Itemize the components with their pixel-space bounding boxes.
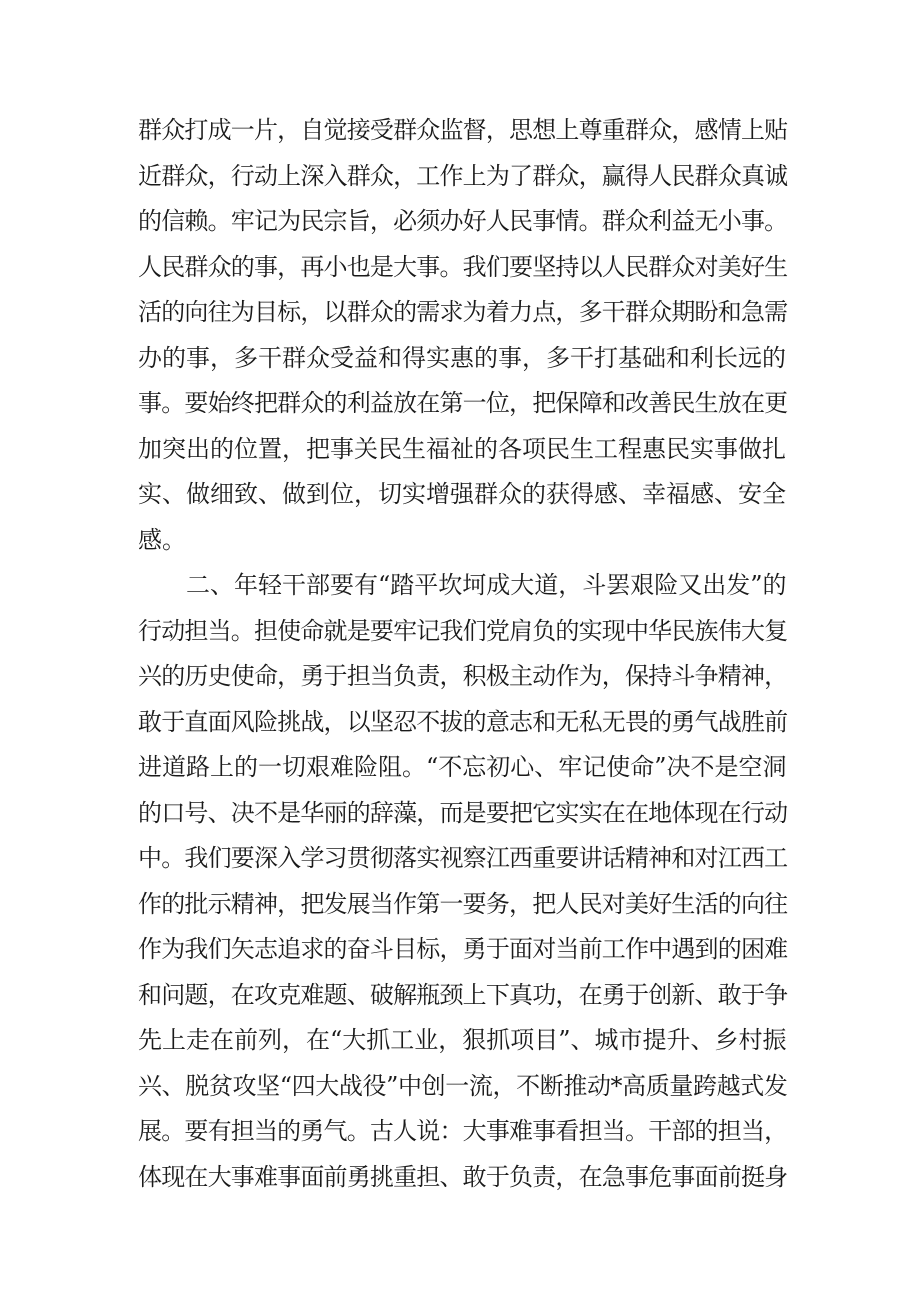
text-line: 和问题，在攻克难题、破解瓶颈上下真功，在勇于创新、敢于争: [138, 981, 788, 1009]
text-line: 事。要始终把群众的利益放在第一位，把保障和改善民生放在更: [138, 389, 788, 417]
text-line: 活的向往为目标，以群众的需求为着力点，多干群众期盼和急需: [138, 298, 788, 326]
text-line: 体现在大事难事面前勇挑重担、敢于负责，在急事危事面前挺身: [138, 1163, 788, 1191]
text-line: 兴的历史使命，勇于担当负责，积极主动作为，保持斗争精神，: [138, 662, 788, 690]
text-line: 感。: [138, 526, 186, 554]
text-line: 作的批示精神，把发展当作第一要务，把人民对美好生活的向往: [138, 890, 788, 918]
text-line: 办的事，多干群众受益和得实惠的事，多干打基础和利长远的: [138, 344, 786, 372]
text-line: 展。要有担当的勇气。古人说：大事难事看担当。干部的担当，: [138, 1117, 788, 1145]
text-line: 中。我们要深入学习贯彻落实视察江西重要讲话精神和对江西工: [138, 844, 788, 872]
text-line: 二、年轻干部要有“踏平坎坷成大道，斗罢艰险又出发”的: [186, 571, 787, 599]
text-line: 行动担当。担使命就是要牢记我们党肩负的实现中华民族伟大复: [138, 617, 788, 645]
text-line: 的信赖。牢记为民宗旨，必须办好人民事情。群众利益无小事。: [138, 207, 788, 235]
text-line: 先上走在前列，在“大抓工业，狠抓项目”、城市提升、乡村振: [138, 1026, 787, 1054]
text-line: 近群众，行动上深入群众，工作上为了群众，赢得人民群众真诚: [138, 162, 788, 190]
text-line: 作为我们矢志追求的奋斗目标，勇于面对当前工作中遇到的困难: [138, 935, 788, 963]
text-line: 进道路上的一切艰难险阻。“不忘初心、牢记使命”决不是空洞: [138, 753, 787, 781]
text-line: 加突出的位置，把事关民生福祉的各项民生工程惠民实事做扎: [138, 435, 786, 463]
text-line: 敢于直面风险挑战，以坚忍不拔的意志和无私无畏的勇气战胜前: [138, 708, 788, 736]
text-line: 群众打成一片，自觉接受群众监督，思想上尊重群众，感情上贴: [138, 116, 788, 144]
text-line: 兴、脱贫攻坚“四大战役”中创一流，不断推动*高质量跨越式发: [138, 1072, 788, 1100]
text-line: 的口号、决不是华丽的辞藻，而是要把它实实在在地体现在行动: [138, 799, 788, 827]
text-line: 实、做细致、做到位，切实增强群众的获得感、幸福感、安全: [138, 480, 786, 508]
text-line: 人民群众的事，再小也是大事。我们要坚持以人民群众对美好生: [138, 253, 788, 281]
